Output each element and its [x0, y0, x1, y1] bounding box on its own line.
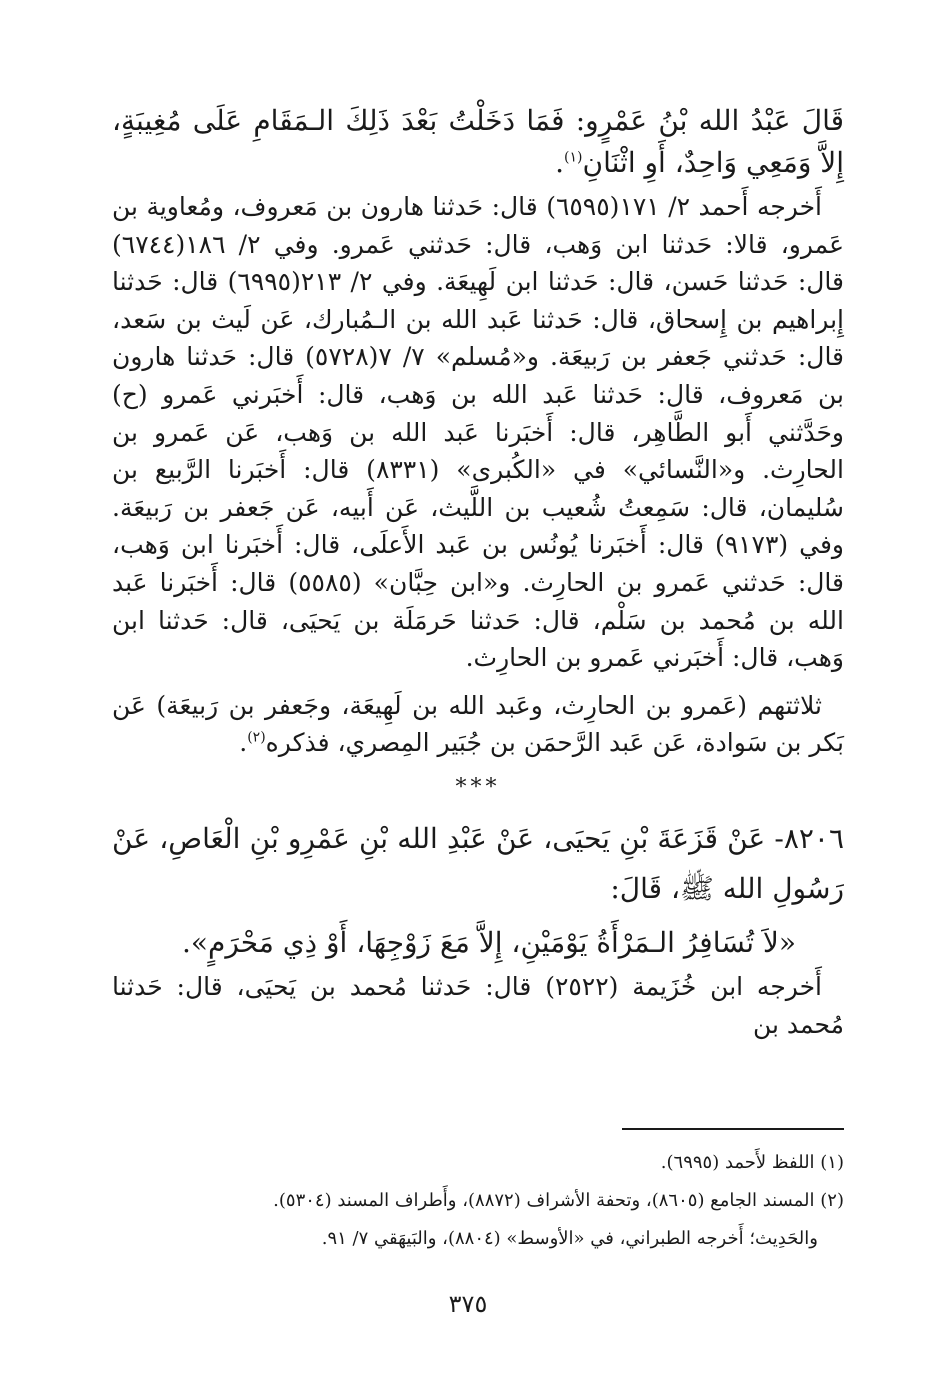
- footnotes: [112, 1128, 844, 1258]
- takhrij-paragraph-2: أَخرجه ابن خُزَيمة (٢٥٢٢) قال: حَدثنا مُحمد بن يَحيَى، قال: حَدثنا مُحمد بن: [112, 971, 844, 1039]
- hadith-chain: عَنْ قَزَعَةَ بْنِ يَحيَى، عَنْ عَبْدِ الله بْنِ عَمْرِو بْنِ الْعَاصِ، عَنْ رَسُولِ الله ﷺ، قَالَ:: [112, 821, 844, 905]
- footnote-marker-2: (٢): [247, 729, 266, 746]
- takhrij-paragraph: أَخرجه أَحمد ٢/ ١٧١(٦٥٩٥) قال: حَدثنا هارون بن مَعروف، ومُعاوية بن عَمرو، قالا: حَدثنا ابن وَهب، قال: حَدثني عَمرو. وفي ٢/ ١٨٦(٦٧٤٤) قال: حَدثنا حَسن، قال: حَدثنا ابن لَهِيعَة. وفي ٢/ ٢١٣(٦٩٩٥) قال: حَدثنا إِبراهيم بن إِسحاق، قال: حَدثنا عَبد الله بن الـمُبارك، عَن لَيث بن سَعد، قال: حَدثني جَعفر بن رَبيعَة. و«مُسلم» ٧/ ٧(٥٧٢٨) قال: حَدثنا هارون بن مَعروف، قال: حَدثنا عَبد الله بن وَهب، قال: أَخبَرني عَمرو (ح) وحَدَّثني أَبو الطَّاهِر، قال: أَخبَرنا عَبد الله بن وَهب، عَن عَمرو بن الحارِث. و«النَّسائي» في «الكُبرى» (٨٣٣١) قال: أَخبَرنا الرَّبيع بن سُليمان، قال: سَمِعتُ شُعيب بن اللَّيث، عَن أَبيه، عَن جَعفر بن رَبيعَة. وفي (٩١٧٣) قال: أَخبَرنا يُونُس بن عَبد الأَعلَى، قال: أَخبَرنا ابن وَهب، قال: حَدثني عَمرو بن الحارِث. و«ابن حِبَّان» (٥٥٨٥) قال: أَخبَرنا عَبد الله بن مُحمد بن سَلْم، قال: حَدثنا حَرمَلَة بن يَحيَى، قال: حَدثنا ابن وَهب، قال: أَخبَرني عَمرو بن الحارِث.: [112, 192, 845, 673]
- footnote-divider: [622, 1128, 844, 1130]
- narration-ending: [112, 100, 844, 184]
- narration-text: قَالَ عَبْدُ الله بْنُ عَمْرٍو: فَمَا دَخَلْتُ بَعْدَ ذَلِكَ الـمَقَامِ عَلَى مُغِيبَةٍ، إِلاَّ وَمَعِي وَاحِدٌ، أَوِ اثْنَانِ: [112, 104, 844, 179]
- main-text: [112, 100, 844, 1053]
- page-number: ٣٧٥: [448, 1290, 488, 1318]
- hadith-number: ٨٢٠٦-: [774, 821, 844, 855]
- narration-end-mark: .: [555, 146, 565, 179]
- footnote-marker-1: (١): [564, 149, 583, 166]
- chain-summary-text: ثلاثتهم (عَمرو بن الحارِث، وعَبد الله بن لَهِيعَة، وجَعفر بن رَبيعَة) عَن بَكر بن سَوادة، عَن عَبد الرَّحمَن بن جُبَير المِصري، فذكره: [112, 690, 844, 758]
- footnote-2: (٢) المسند الجامع (٨٦٠٥)، وتحفة الأشراف (٨٨٧٢)، وأَطراف المسند (٥٣٠٤).: [273, 1190, 844, 1211]
- hadith-entry: [112, 814, 844, 914]
- footnote-2-continued: والحَدِيث؛ أَخرجه الطبراني، في «الأوسط» (٨٨٠٤)، والبَيهَقي ٧/ ٩١.: [321, 1228, 818, 1249]
- chain-summary-end-mark: .: [239, 728, 248, 758]
- footnote-1: (١) اللفظ لأَحمد (٦٩٩٥).: [660, 1152, 844, 1173]
- chain-summary-paragraph: [112, 687, 844, 762]
- hadith-text: «لاَ تُسَافِرُ الـمَرْأَةُ يَوْمَيْنِ، إِلاَّ مَعَ زَوْجِهَا، أَوْ ذِي مَحْرَمٍ».: [181, 925, 796, 959]
- section-separator: ***: [455, 774, 501, 800]
